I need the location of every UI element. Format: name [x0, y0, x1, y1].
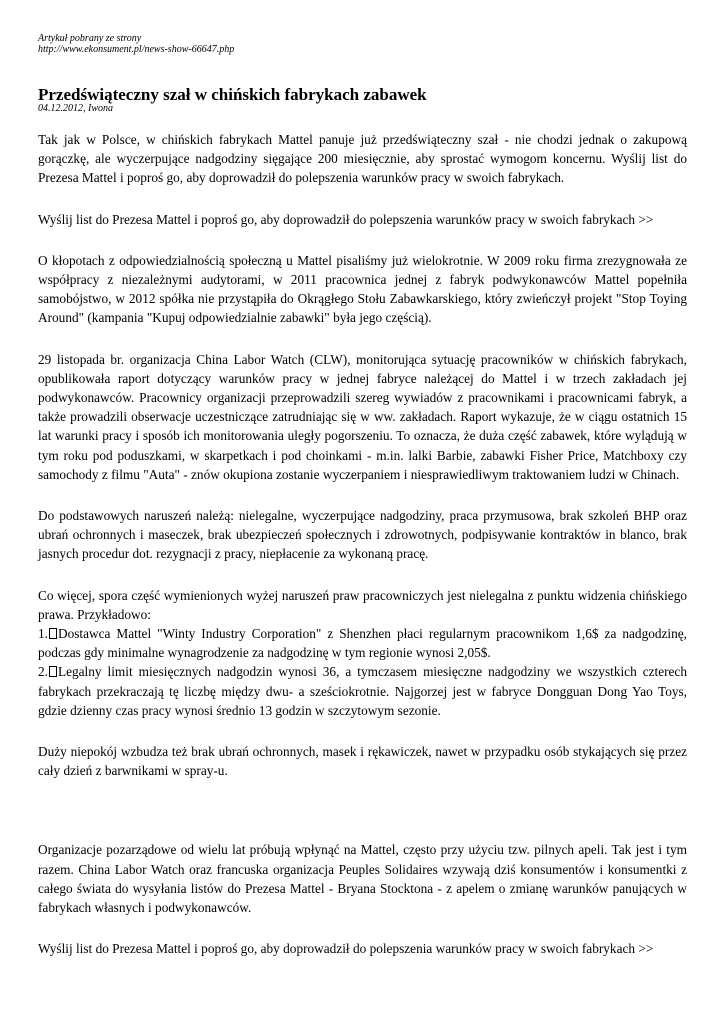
examples-intro: Co więcej, spora część wymienionych wyżej naruszeń praw pracowniczych jest nielegalna z punktu widzenia chińskiego prawa. Przykładowo: [38, 587, 687, 622]
paragraph-violations: Do podstawowych naruszeń należą: nielegalne, wyczerpujące nadgodziny, praca przymusowa, brak szkoleń BHP oraz ubrań ochronnych i maseczek, brak ubezpieczeń społecznych i zdrowotnych, podpisywanie kontraktów in blanco, brak jasnych procedur dot. rezygnacji z pracy, niepłacenie za wykonaną pracę. [38, 508, 687, 562]
list-text: Legalny limit miesięcznych nadgodzin wynosi 36, a tymczasem miesięczne nadgodziny we wszystkich czterech fabrykach przekraczają tę liczbę między dwu- a sześciokrotnie. Najgorzej jest w fabryce Dongguan Dong Yao Toys, gdzie dzienny czas pracy wynosi średnio 13 godzin w szczytowym sezonie. [38, 664, 687, 718]
source-url: http://www.ekonsument.pl/news-show-66647.php [38, 44, 235, 55]
missing-glyph-icon [49, 666, 57, 677]
paragraph-report: 29 listopada br. organizacja China Labor Watch (CLW), monitorująca sytuację pracowników w chińskich fabrykach, opublikowała raport dotyczący warunków pracy w jednej fabryce należącej do Mattel i w trzech zakładach jej podwykonawców. Pracownicy organizacji przeprowadzili szereg wywiadów z pracownikami i pracownicami fabryk, a także prowadzili obserwacje uczestniczące zatrudniając się w ww. zakładach. Raport wykazuje, że w ciągu ostatnich 15 lat warunki pracy i sposób ich monitorowania uległy pogorszeniu. To oznacza, że duża część zabawek, które wylądują w tym roku pod poduszkami, w skarpetkach i pod choinkami - m.in. lalki Barbie, zabawki Fisher Price, Matchboxy czy samochody z filmu "Auta" - znów okupiona zostanie wyczerpaniem i niesprawiedliwym traktowaniem ludzi w Chinach. [38, 351, 687, 482]
paragraph-ngo: Organizacje pozarządowe od wielu lat próbują wpłynąć na Mattel, często przy użyciu tzw. pilnych apeli. Tak jest i tym razem. China Labor Watch oraz francuska organizacja Peuples Solidaires wzywają dziś konsumentów i konsumentki z całego świata do wysyłania listów do Prezesa Mattel - Bryana Stocktona - z apelem o zmianę warunków panujących w fabrykach własnych i podwykonawców. [38, 842, 687, 916]
source-note [38, 33, 234, 55]
paragraph-intro: Tak jak w Polsce, w chińskich fabrykach Mattel panuje już przedświąteczny szał - nie chodzi jednak o zakupową gorączkę, ale wyczerpujące nadgodziny sięgające 200 miesięcznie, aby sprostać wymogom koncernu. Wyślij list do Prezesa Mattel i poproś go, aby doprowadził do polepszenia warunków pracy w swoich fabrykach. [38, 132, 687, 186]
article-meta: 04.12.2012, Iwona [38, 103, 113, 114]
petition-link-bottom[interactable]: Wyślij list do Prezesa Mattel i poproś go, aby doprowadził do polepszenia warunków pracy w swoich fabrykach >> [38, 941, 654, 957]
paragraph-protective-gear: Duży niepokój wzbudza też brak ubrań ochronnych, masek i rękawiczek, nawet w przypadku osób stykających się przez cały dzień z barwnikami w spray-u. [38, 744, 687, 779]
paragraph-history: O kłopotach z odpowiedzialnością społeczną u Mattel pisaliśmy już wielokrotnie. W 2009 roku firma zrezygnowała ze współpracy z niezależnymi audytorami, w 2011 pracownica jednej z fabryk podwykonawców Mattel popełniła samobójstwo, w 2012 spółka nie przystąpiła do Okrągłego Stołu Zabawkarskiego, który zwieńczył projekt "Stop Toying Around" (kampania "Kupuj odpowiedzialnie zabawki" była jego częścią). [38, 252, 687, 326]
list-number: 1. [38, 626, 48, 642]
article-body [38, 130, 687, 981]
missing-glyph-icon [49, 628, 57, 639]
source-label: Artykuł pobrany ze strony [38, 33, 142, 44]
petition-link[interactable]: Wyślij list do Prezesa Mattel i poproś go, aby doprowadził do polepszenia warunków pracy w swoich fabrykach >> [38, 211, 654, 227]
list-text: Dostawca Mattel "Winty Industry Corporation" z Shenzhen płaci regularnym pracownikom 1,6$ za nadgodzinę, podczas gdy minimalne wynagrodzenie za nadgodzinę w tym regionie wynosi 2,05$. [38, 626, 687, 661]
article-title: Przedświąteczny szał w chińskich fabrykach zabawek [38, 85, 427, 104]
paragraph-examples [38, 586, 687, 720]
list-item [38, 624, 687, 662]
list-number: 2. [38, 664, 48, 680]
list-item [38, 662, 687, 720]
